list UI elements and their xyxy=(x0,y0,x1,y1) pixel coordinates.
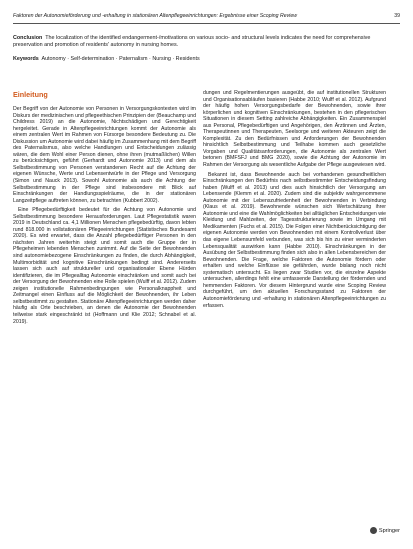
keywords-text: Autonomy · Self-determination · Paternalism · Nursing · Residents xyxy=(41,56,200,62)
left-column xyxy=(13,90,196,328)
running-header xyxy=(13,9,400,24)
right-column xyxy=(203,90,386,312)
publisher-name: Springer xyxy=(378,527,400,534)
springer-logo-icon xyxy=(370,527,377,534)
paragraph: dungen und Regelmentierungen ausgeübt, die auf institutionellen Strukturen und Organisationsabläufen basieren (Habbe 2010; Wulff et al. 2012). Aufgrund der häufig hohen Versorgungsbedarfe der Bewohnenden, sowie ihrer körperlichen und kognitiven Einschränkungen, bestehen in den pflegerischen Situationen in diesem Setting zahlreiche Abhängigkeiten. Ein Zusammenspiel aus Personal, Pflegebedürftigen und Angehörigen, den Ärztinnen und Ärzten, Therapeutinnen und Therapeuten, Seelsorge und weiteren Akteuren zeigt die Komplexität. Zu den Bedürfnissen und Anforderungen der Bewohnenden hinsichtlich Selbstbestimmung und Teilhabe kommen auch gesetzliche Vorgaben und Qualitätsanforderungen, die Autonomie als zentralen Wert betonen (BMFSFJ und BMG 2020), sowie die Achtung der Autonomie im Rahmen der Versorgung als wesentliche Aufgabe der Pflege ausgewiesen wird. xyxy=(203,90,386,169)
section-heading: Einleitung xyxy=(13,90,48,99)
keywords xyxy=(13,56,400,63)
paragraph: Eine Pflegebedürftigkeit bedeutet für die Achtung von Autonomie und Selbstbestimmung besondere Herausforderungen. Laut Pflegestatistik waren 2019 in Deutschland ca. 4,1 Millionen Menschen pflegebedürftig, davon lebten rund 818.000 in vollstationären Pflegeeinrichtungen (Statistisches Bundesamt 2020). Es wird erwartet, dass die Anzahl pflegebedürftiger Personen in den nächsten Jahren weiterhin steigt und somit auch die Gruppe der in Pflegeheimen lebenden Menschen zunimmt. Auf die Seite der Bewohnenden sind autonomiebezogene Einschränkungen zu finden, die durch Abhängigkeit, Multimorbidität und kognitive Einschränkungen bedingt sind. Andererseits lassen sich auch auf struktureller und organisationaler Ebene Hürden identifizieren, die im Pflegealltag Autonomie einschränken und somit auch bei der Versorgung der Bewohnenden eine Rolle spielen (Wulff et al. 2012). Zudem zeigen institutionelle Rahmenbedingungen wie Personalknappheit und Zeitmangel einen Einfluss auf die Möglichkeit der Bewohnenden, ihr Leben selbstbestimmt zu gestalten. Stationäre Altenpflegeeinrichtungen werden daher häufig als Orte beschrieben, an denen die Autonomie der Bewohnenden teilweise stark eingeschränkt ist (Hoffmann und Klie 2012; Schnabel et al. 2019). xyxy=(13,207,196,325)
paragraph: Bekannt ist, dass Bewohnende auch bei vorhandenen gesundheitlichen Einschränkungen den Bedürfnis nach selbstbestimmter Entscheidungsfindung haben (Wulff et al. 2013) und dies auch hinsichtlich der Versorgung am Lebensende (Klemm et al. 2020). Zudem sind die subjektiv wahrgenommene Autonomie mit der Lebenszufriedenheit der Bewohnenden in Verbindung (Klaus et al. 2019). Bewohnende wünschen sich Wertschätzung ihrer Autonomie und eine die Wahlmöglichkeiten bei alltäglichen Entscheidungen wie Kleidung und Mahlzeiten, der Tagesstrukturierung sowie im Umgang mit Medikamenten (Fuchs et al. 2015). Die Folgen einer Nichtberücksichtigung der eigenen Autonomie werden von Bewohnenden mit einem Kontrollverlust über das eigene Lebensumfeld verbunden, was sich bis hin zu einer verminderten Lebensqualität auswirken kann (Habbe 2010). Einschränkungen in der Ausübung der Selbstbestimmung finden sich also in allen Lebensbereichen der Bewohnenden. Die Frage, welche Faktoren die Autonomie fördern oder erhalten und welche Einflüsse sie gefährden, wurde bislang noch nicht systematisch untersucht. Es liegen zwar Studien vor, die einzelne Aspekte untersuchen, allerdings fehlt eine umfassende Darstellung der fördernden und hemmenden Faktoren. Vor diesem Hintergrund wurde eine Scoping Review durchgeführt, um den aktuellen Forschungsstand zu Faktoren der Autonomieförderung und -erhaltung in stationären Altenpflegeeinrichtungen zu erfassen. xyxy=(203,171,386,309)
page-number: 39 xyxy=(394,13,400,19)
keywords-label: Keywords xyxy=(13,56,39,62)
running-title: Faktoren der Autonomieförderung und -erhaltung in stationären Altenpflegeeinrichtungen: Ergebnisse einer Scoping Review xyxy=(13,13,297,19)
abstract-conclusion xyxy=(13,35,400,49)
abstract-text: The localization of the identified endangerment-/motivations on various socio- and structural levels indicates the need for comprehensive preservation and promotion of residents' autonomy in nursing homes. xyxy=(13,35,371,48)
paragraph: Der Begriff von der Autonomie von Personen in Versorgungskontexten wird im Diskurs der medizinischen und pflegeethischen Prinzipien der (Beauchamp und Childress 2019) an die Autonomie, Nichtschädigen und Gerechtigkeit hergeleitet. Gerade in Altenpflegeeinrichtungen kommt der Autonomie als einem zentralen Wert im Rahmen von Fürsorge besondere Bedeutung zu. Die Diskussion um Autonomie wird dabei häufig im Zusammenhang mit dem Begriff des Paternalismus, also welche Handlungen und Entscheidungen zulässig wären, die dem Wohl einer Person dienen, ohne ihren (mutmaßlichen) Willen zu berücksichtigen, geführt (Gerhardt und Autonomie 2013) und dem als Selbstbestimmung von Personen verstandenen Recht auf die Achtung der eigenen Wünsche, Werte und Lebensentwürfe in der Pflege und Versorgung (Simon und Nauck 2013). Sowohl Autonomie als auch die Achtung der Selbstbestimmung in der Pflege sind insbesondere mit Blick auf Einschränkungen der Handlungsspielräume, die in der stationären Langzeitpflege auftreten können, zu betrachten (Kubbert 2002). xyxy=(13,106,196,204)
abstract-label: Conclusion xyxy=(13,35,43,41)
publisher-footer xyxy=(370,527,400,534)
